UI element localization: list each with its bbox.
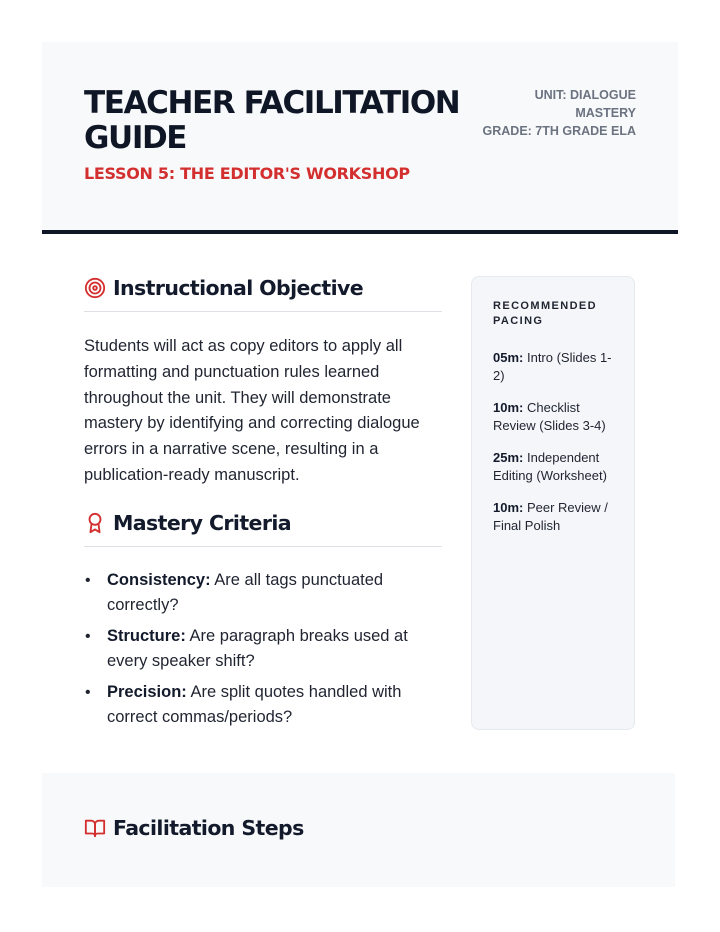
pacing-item <box>493 399 614 434</box>
pacing-time: 10m: <box>493 400 524 415</box>
pacing-item <box>493 449 614 484</box>
pacing-time: 25m: <box>493 450 524 465</box>
steps-heading <box>84 816 304 840</box>
pacing-activity: Checklist Review (Slides 3-4) <box>493 400 606 433</box>
pacing-activity: Independent Editing (Worksheet) <box>493 450 607 483</box>
pacing-activity: Peer Review / Final Polish <box>493 500 608 533</box>
grade-label: GRADE: 7TH GRADE ELA <box>482 124 636 138</box>
objective-heading <box>84 276 442 312</box>
objective-heading-label: Instructional Objective <box>113 276 364 300</box>
criteria-term: Precision: <box>107 683 187 701</box>
unit-meta <box>476 86 636 140</box>
pacing-sidebar <box>471 276 635 730</box>
lesson-subtitle: LESSON 5: THE EDITOR'S WORKSHOP <box>84 164 410 183</box>
unit-label: UNIT: DIALOGUE MASTERY <box>534 88 636 120</box>
steps-heading-label: Facilitation Steps <box>113 816 304 840</box>
award-ribbon-icon <box>84 512 106 534</box>
criteria-item <box>84 680 442 730</box>
target-icon <box>84 277 106 299</box>
criteria-text: Are paragraph breaks used at every speaker shift? <box>107 627 408 670</box>
pacing-time: 05m: <box>493 350 524 365</box>
criteria-text: Are all tags punctuated correctly? <box>107 571 384 614</box>
pacing-item <box>493 499 614 534</box>
mastery-heading <box>84 511 442 547</box>
pacing-time: 10m: <box>493 500 524 515</box>
mastery-criteria-list <box>84 568 442 736</box>
pacing-item <box>493 349 614 384</box>
open-book-icon <box>84 817 106 839</box>
page-header <box>42 42 678 234</box>
criteria-item <box>84 568 442 618</box>
criteria-term: Structure: <box>107 627 186 645</box>
criteria-text: Are split quotes handled with correct commas/periods? <box>107 683 402 726</box>
mastery-heading-label: Mastery Criteria <box>113 511 292 535</box>
doc-title: TEACHER FACILITATION GUIDE <box>84 85 460 156</box>
objective-text: Students will act as copy editors to apply all formatting and punctuation rules learned throughout the unit. They will demonstrate mastery by identifying and correcting dialogue errors in a narrative scene, resulting in a publication-ready manuscript. <box>84 337 420 484</box>
criteria-term: Consistency: <box>107 571 211 589</box>
pacing-title: RECOMMENDED PACING <box>493 300 598 327</box>
pacing-activity: Intro (Slides 1-2) <box>493 350 612 383</box>
criteria-item <box>84 624 442 674</box>
